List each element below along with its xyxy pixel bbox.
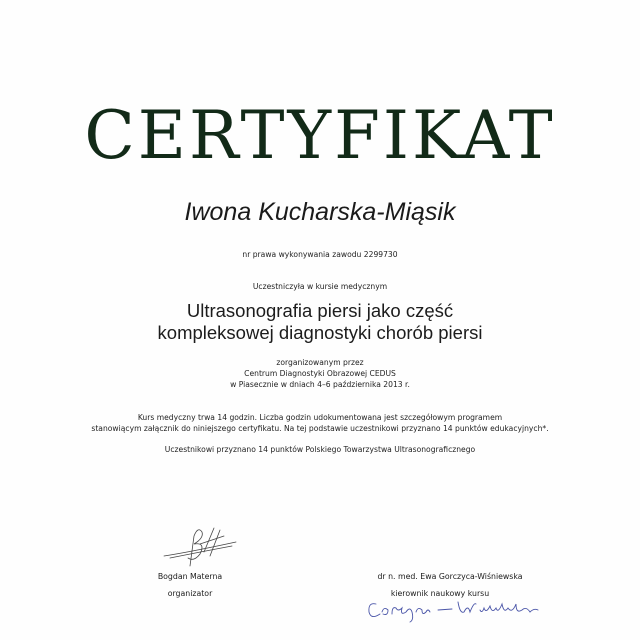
hours-note-line-1: Kurs medyczny trwa 14 godzin. Liczba godzin udokumentowana jest szczegółowym programem — [137, 413, 503, 422]
recipient-name: Iwona Kucharska-Miąsik — [184, 198, 456, 226]
course-title-line-1: Ultrasonografia piersi jako część — [186, 300, 454, 321]
organizer-info — [0, 357, 640, 390]
organizer-line-3: w Piasecznie w dniach 4–6 października 2013 r. — [230, 380, 410, 389]
organizer-line-2: Centrum Diagnostyki Obrazowej CEDUS — [244, 369, 396, 378]
course-title-line-2: kompleksowej diagnostyki chorób piersi — [157, 322, 483, 343]
scientific-lead-name: dr n. med. Ewa Gorczyca-Wiśniewska — [377, 572, 523, 581]
participation-label: Uczestniczyła w kursie medycznym — [252, 282, 388, 291]
hours-note-line-2: stanowiącym załącznik do niniejszego certyfikatu. Na tej podstawie uczestnikowi przyznano 14 punktów edukacyjnych*. — [91, 424, 549, 433]
hours-note — [0, 412, 640, 434]
certificate-title: CERTYFIKAT — [84, 97, 556, 174]
license-number: nr prawa wykonywania zawodu 2299730 — [242, 250, 398, 259]
ptu-points-note: Uczestnikowi przyznano 14 punktów Polskiego Towarzystwa Ultrasonograficznego — [164, 445, 476, 454]
organizer-signer-role: organizator — [167, 589, 213, 598]
signature-block-organizer — [110, 568, 270, 602]
organizer-line-1: zorganizowanym przez — [276, 358, 364, 367]
organizer-signer-name: Bogdan Materna — [157, 572, 223, 581]
signature-bm-icon — [160, 522, 240, 568]
course-title — [0, 300, 640, 344]
signature-block-scientific-lead — [360, 568, 540, 602]
scientific-lead-role: kierownik naukowy kursu — [390, 589, 490, 598]
